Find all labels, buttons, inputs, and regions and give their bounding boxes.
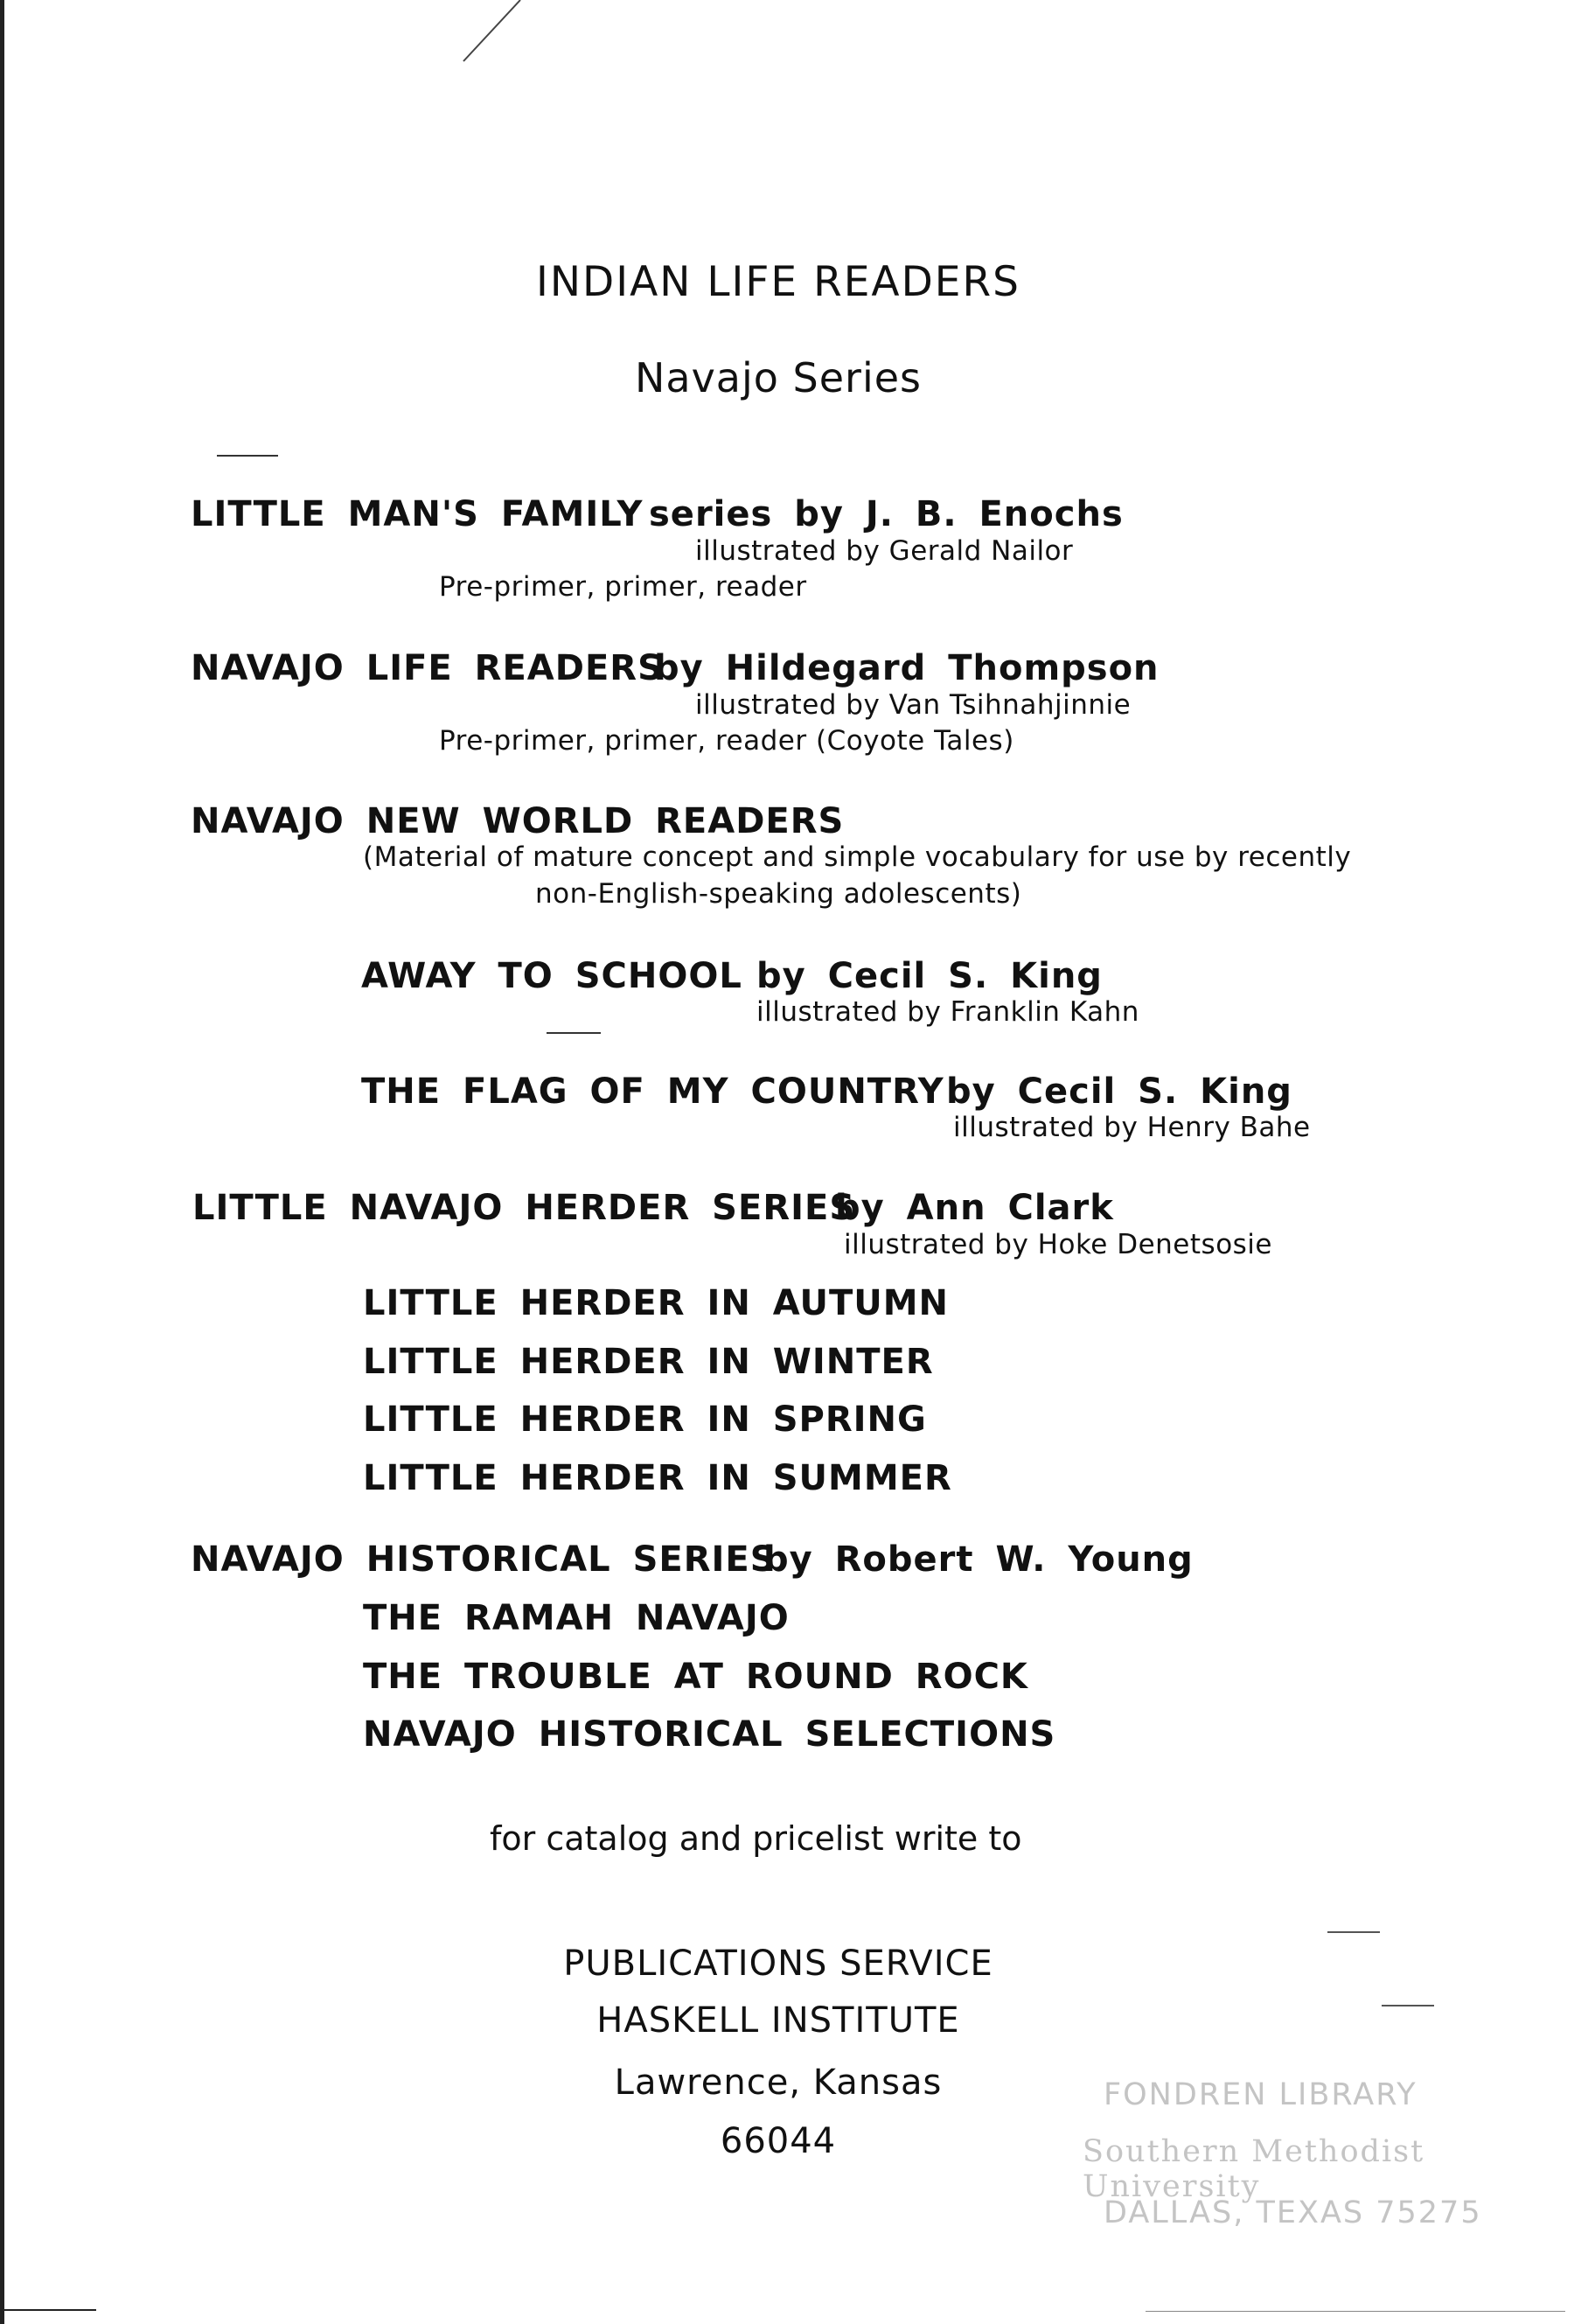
herder-book-item: LITTLE HERDER IN SPRING bbox=[363, 1399, 927, 1440]
entry-flag-illustrator: illustrated by Henry Bahe bbox=[953, 1112, 1311, 1143]
page-title: INDIAN LIFE READERS bbox=[536, 258, 1020, 306]
entry-little-navajo-herder-illustrator: illustrated by Hoke Denetsosie bbox=[844, 1229, 1272, 1260]
address-line-2: HASKELL INSTITUTE bbox=[596, 2000, 960, 2041]
address-line-3: Lawrence, Kansas bbox=[614, 2062, 943, 2103]
entry-flag-title: THE FLAG OF MY COUNTRY bbox=[361, 1071, 944, 1112]
divider bbox=[217, 455, 278, 457]
historical-book-item: THE TROUBLE AT ROUND ROCK bbox=[363, 1657, 1028, 1697]
entry-navajo-life-readers-levels: Pre-primer, primer, reader (Coyote Tales) bbox=[439, 725, 1014, 757]
library-stamp-line2: Southern Methodist University bbox=[1083, 2134, 1425, 2204]
entry-little-mans-family-author: series by J. B. Enochs bbox=[649, 494, 1124, 534]
historical-book-item: THE RAMAH NAVAJO bbox=[363, 1598, 790, 1638]
divider bbox=[1382, 2005, 1434, 2006]
entry-navajo-life-readers-title: NAVAJO LIFE READERS bbox=[191, 648, 664, 688]
bottom-rule bbox=[1146, 2311, 1565, 2312]
bottom-rule bbox=[0, 2309, 96, 2311]
entry-little-mans-family-levels: Pre-primer, primer, reader bbox=[439, 571, 807, 603]
entry-navajo-life-readers-illustrator: illustrated by Van Tsihnahjinnie bbox=[695, 689, 1132, 721]
herder-book-item: LITTLE HERDER IN SUMMER bbox=[363, 1458, 952, 1498]
entry-navajo-historical-title: NAVAJO HISTORICAL SERIES bbox=[191, 1539, 777, 1580]
page-subtitle: Navajo Series bbox=[634, 354, 922, 401]
entry-navajo-historical-author: by Robert W. Young bbox=[763, 1539, 1194, 1580]
entry-away-to-school-author: by Cecil S. King bbox=[756, 956, 1103, 996]
catalog-line: for catalog and pricelist write to bbox=[490, 1819, 1022, 1858]
entry-little-navajo-herder-author: by Ann Clark bbox=[835, 1188, 1114, 1228]
entry-away-to-school-illustrator: illustrated by Franklin Kahn bbox=[756, 996, 1139, 1028]
divider bbox=[1327, 1931, 1380, 1933]
entry-flag-author: by Cecil S. King bbox=[946, 1071, 1292, 1112]
divider bbox=[547, 1032, 601, 1034]
historical-book-item: NAVAJO HISTORICAL SELECTIONS bbox=[363, 1714, 1056, 1755]
entry-navajo-life-readers-author: by Hildegard Thompson bbox=[654, 648, 1160, 688]
entry-navajo-new-world-readers-title: NAVAJO NEW WORLD READERS bbox=[191, 801, 845, 841]
entry-new-world-note-line2: non-English-speaking adolescents) bbox=[535, 878, 1022, 910]
entry-little-mans-family-illustrator: illustrated by Gerald Nailor bbox=[695, 535, 1074, 567]
address-line-1: PUBLICATIONS SERVICE bbox=[563, 1944, 993, 1984]
pencil-mark bbox=[455, 0, 533, 70]
entry-new-world-note-line1: (Material of mature concept and simple vocabulary for use by recently bbox=[363, 841, 1352, 873]
library-stamp-line3: DALLAS, TEXAS 75275 bbox=[1104, 2195, 1482, 2230]
entry-little-mans-family-title: LITTLE MAN'S FAMILY bbox=[191, 494, 644, 534]
entry-away-to-school-title: AWAY TO SCHOOL bbox=[361, 956, 742, 996]
herder-book-item: LITTLE HERDER IN AUTUMN bbox=[363, 1283, 949, 1323]
address-line-4: 66044 bbox=[720, 2121, 837, 2161]
herder-book-item: LITTLE HERDER IN WINTER bbox=[363, 1342, 934, 1382]
entry-little-navajo-herder-title: LITTLE NAVAJO HERDER SERIES bbox=[192, 1188, 856, 1228]
library-stamp-line1: FONDREN LIBRARY bbox=[1104, 2077, 1417, 2112]
